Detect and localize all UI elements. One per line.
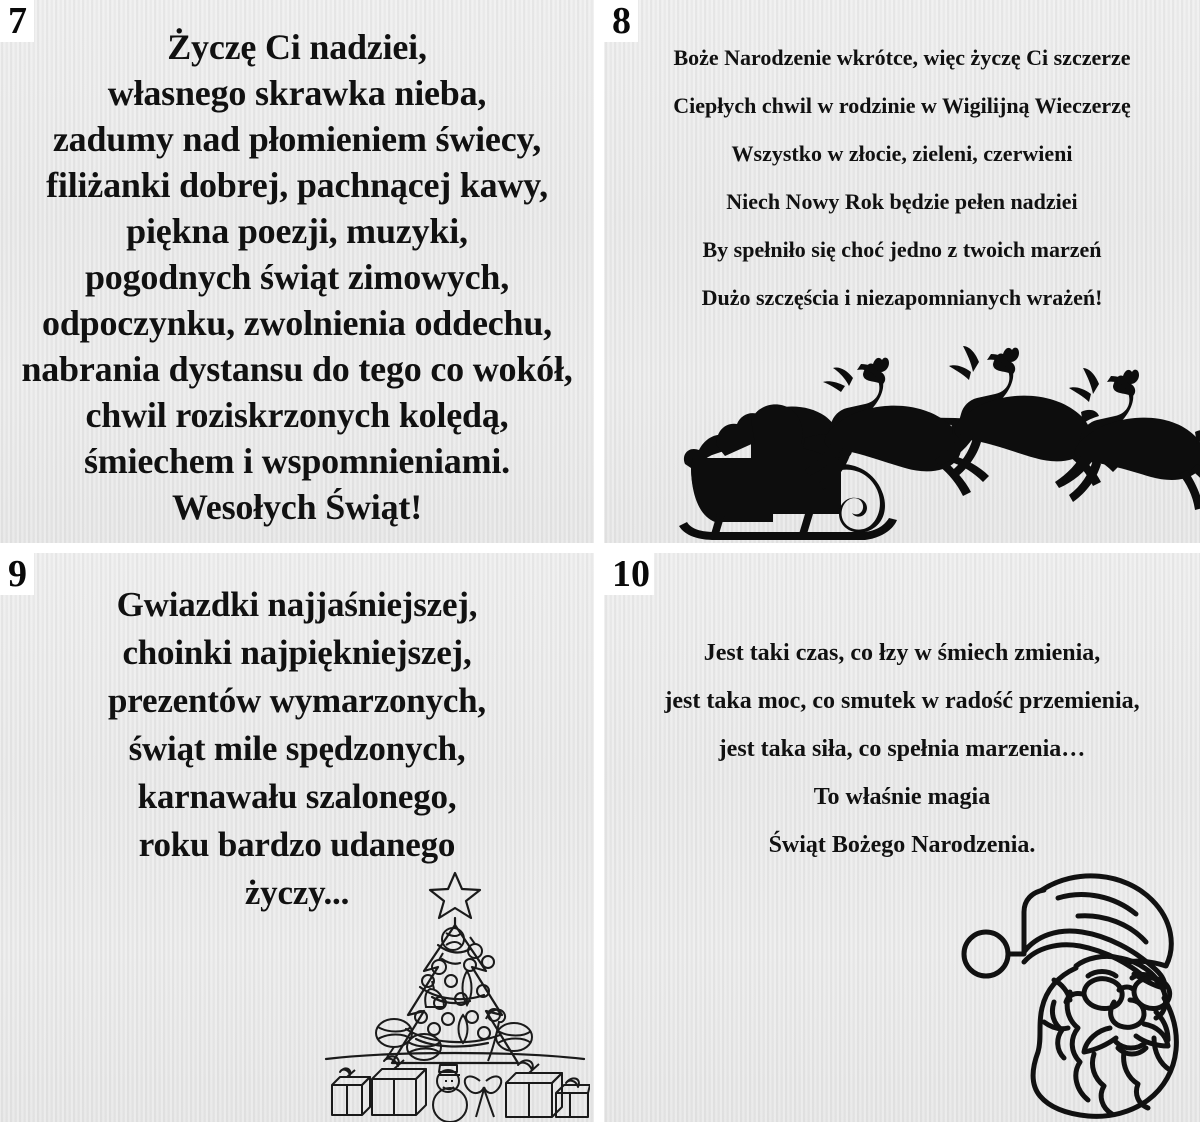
verse-line: chwil roziskrzonych kolędą, — [85, 395, 509, 435]
panel-number-badge-8: 8 — [604, 0, 638, 42]
greeting-card-panel-7 — [0, 0, 594, 543]
panel-verse-10 — [604, 629, 1200, 869]
panel-verse-8 — [604, 34, 1200, 322]
verse-line: Jest taki czas, co łzy w śmiech zmienia, — [703, 640, 1101, 666]
verse-line: filiżanki dobrej, pachnącej kawy, — [46, 165, 548, 205]
panel-number-badge-9: 9 — [0, 553, 34, 595]
verse-line: To właśnie magia — [813, 784, 991, 810]
greeting-card-panel-8 — [604, 0, 1200, 543]
verse-line: piękna poezji, muzyki, — [126, 211, 468, 251]
panel-verse-9 — [0, 581, 594, 917]
verse-line: śmiechem i wspomnieniami. — [84, 441, 510, 481]
verse-line: karnawału szalonego, — [137, 777, 457, 816]
verse-line: roku bardzo udanego — [138, 825, 456, 864]
verse-line: Życzę Ci nadziei, — [167, 27, 427, 67]
verse-line: Wesołych Świąt! — [171, 487, 422, 527]
greeting-card-panel-10 — [604, 553, 1200, 1122]
verse-line: jest taka siła, co spełnia marzenia… — [718, 736, 1086, 762]
panel-number-badge-10: 10 — [604, 553, 654, 595]
verse-line: pogodnych świąt zimowych, — [84, 257, 510, 297]
verse-line: Świąt Bożego Narodzenia. — [768, 832, 1036, 858]
verse-line: życzy... — [244, 873, 350, 912]
verse-line: Gwiazdki najjaśniejszej, — [116, 585, 478, 624]
verse-line: By spełniło się choć jedno z twoich marzeń — [702, 237, 1102, 262]
santa-sleigh-reindeer-silhouette-icon — [655, 346, 1200, 541]
verse-line: Wszystko w złocie, zieleni, czerwieni — [731, 141, 1073, 166]
verse-line: prezentów wymarzonych, — [108, 681, 486, 720]
greeting-card-panel-9 — [0, 553, 594, 1122]
verse-line: świąt mile spędzonych, — [128, 729, 466, 768]
verse-line: Boże Narodzenie wkrótce, więc życzę Ci szczerze — [673, 45, 1131, 70]
verse-line: zadumy nad płomieniem świecy, — [52, 119, 542, 159]
santa-claus-face-icon — [958, 862, 1198, 1122]
verse-line: jest taka moc, co smutek w radość przemienia, — [664, 688, 1140, 714]
verse-line: choinki najpiękniejszej, — [122, 633, 472, 672]
verse-line: odpoczynku, zwolnienia oddechu, — [42, 303, 552, 343]
verse-line: nabrania dystansu do tego co wokół, — [21, 349, 573, 389]
verse-line: własnego skrawka nieba, — [107, 73, 487, 113]
panel-number-badge-7: 7 — [0, 0, 34, 42]
verse-line: Ciepłych chwil w rodzinie w Wigilijną Wieczerzę — [673, 93, 1131, 118]
verse-line: Dużo szczęścia i niezapomnianych wrażeń! — [701, 285, 1103, 310]
panel-verse-7 — [0, 24, 594, 530]
verse-line: Niech Nowy Rok będzie pełen nadziei — [726, 189, 1078, 214]
